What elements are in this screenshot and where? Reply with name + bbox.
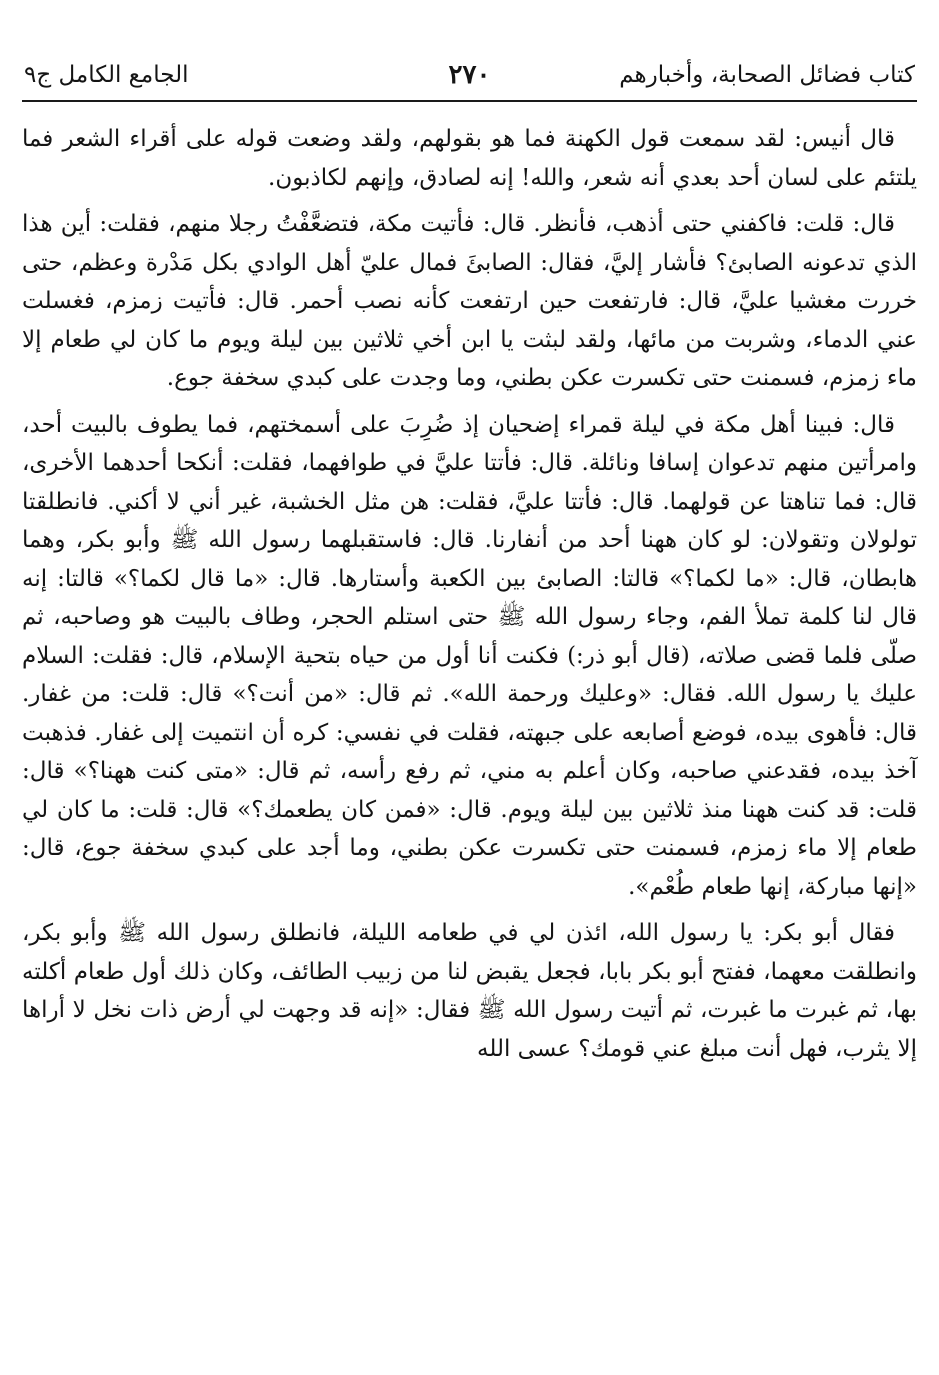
paragraph: قال: فبينا أهل مكة في ليلة قمراء إضحيان إذ ضُرِبَ على أسمختهم، فما يطوف بالبيت أحد، وامرأتين منهم تدعوان إسافا ونائلة. قال: فأتتا عليَّ في طوافهما، فقلت: أنكحا أحدهما الأخرى، قال: فما تناهتا عن قولهما. قال: فأتتا عليَّ، فقلت: هن مثل الخشبة، غير أني لا أكني. فانطلقتا تولولان وتقولان: لو كان ههنا أحد من أنفارنا. قال: فاستقبلهما رسول الله ﷺ وأبو بكر، وهما هابطان، قال: «ما لكما؟» قالتا: الصابئ بين الكعبة وأستارها. قال: «ما قال لكما؟» قالتا: إنه قال لنا كلمة تملأ الفم، وجاء رسول الله ﷺ حتى استلم الحجر، وطاف بالبيت هو وصاحبه، ثم صلّى فلما قضى صلاته، (قال أبو ذر:) فكنت أنا أول من حياه بتحية الإسلام، قال: فقلت: السلام عليك يا رسول الله. فقال: «وعليك ورحمة الله». ثم قال: «من أنت؟» قال: قلت: من غفار. قال: فأهوى بيده، فوضع أصابعه على جبهته، فقلت في نفسي: كره أن انتميت إلى غفار. فذهبت آخذ بيده، فقدعني صاحبه، وكان أعلم به مني، ثم رفع رأسه، ثم قال: «متى كنت ههنا؟» قال: قلت: قد كنت ههنا منذ ثلاثين بين ليلة ويوم. قال: «فمن كان يطعمك؟» قال: قلت: ما كان لي طعام إلا ماء زمزم، فسمنت حتى تكسرت عكن بطني، وما أجد على كبدي سخفة جوع، قال: «إنها مباركة، إنها طعام طُعْم». [22, 411, 917, 900]
header-rule [22, 100, 917, 102]
paragraph: فقال أبو بكر: يا رسول الله، ائذن لي في طعامه الليلة، فانطلق رسول الله ﷺ وأبو بكر، وانطلقت معهما، ففتح أبو بكر بابا، فجعل يقبض لنا من زبيب الطائف، وكان ذلك أول طعام أكلته بها، ثم غبرت ما غبرت، ثم أتيت رسول الله ﷺ فقال: «إنه قد وجهت لي أرض ذات نخل لا أراها إلا يثرب، فهل أنت مبلغ عني قومك؟ عسى الله [22, 920, 917, 1062]
book-title: كتاب فضائل الصحابة، وأخبارهم [619, 62, 915, 88]
page-body [22, 120, 917, 1355]
page-number: ٢٧٠ [448, 60, 491, 90]
page-header [24, 52, 915, 98]
paragraph: قال: قلت: فاكفني حتى أذهب، فأنظر. قال: فأتيت مكة، فتضعَّفْتُ رجلا منهم، فقلت: أين هذا الذي تدعونه الصابئ؟ فأشار إليَّ، فقال: الصابئَ فمال عليّ أهل الوادي بكل مَدْرة وعظم، حتى خررت مغشيا عليَّ، قال: فارتفعت حين ارتفعت كأنه نصب أحمر. قال: فأتيت زمزم، فغسلت عني الدماء، وشربت من مائها، ولقد لبثت يا ابن أخي ثلاثين بين ليلة ويوم ما كان لي طعام إلا ماء زمزم، فسمنت حتى تكسرت عكن بطني، وما وجدت على كبدي سخفة جوع. [22, 211, 917, 391]
paragraph: قال أنيس: لقد سمعت قول الكهنة فما هو بقولهم، ولقد وضعت قوله على أقراء الشعر فما يلتئم على لسان أحد بعدي أنه شعر، والله! إنه لصادق، وإنهم لكاذبون. [22, 126, 917, 191]
series-title: الجامع الكامل ج٩ [24, 62, 189, 88]
